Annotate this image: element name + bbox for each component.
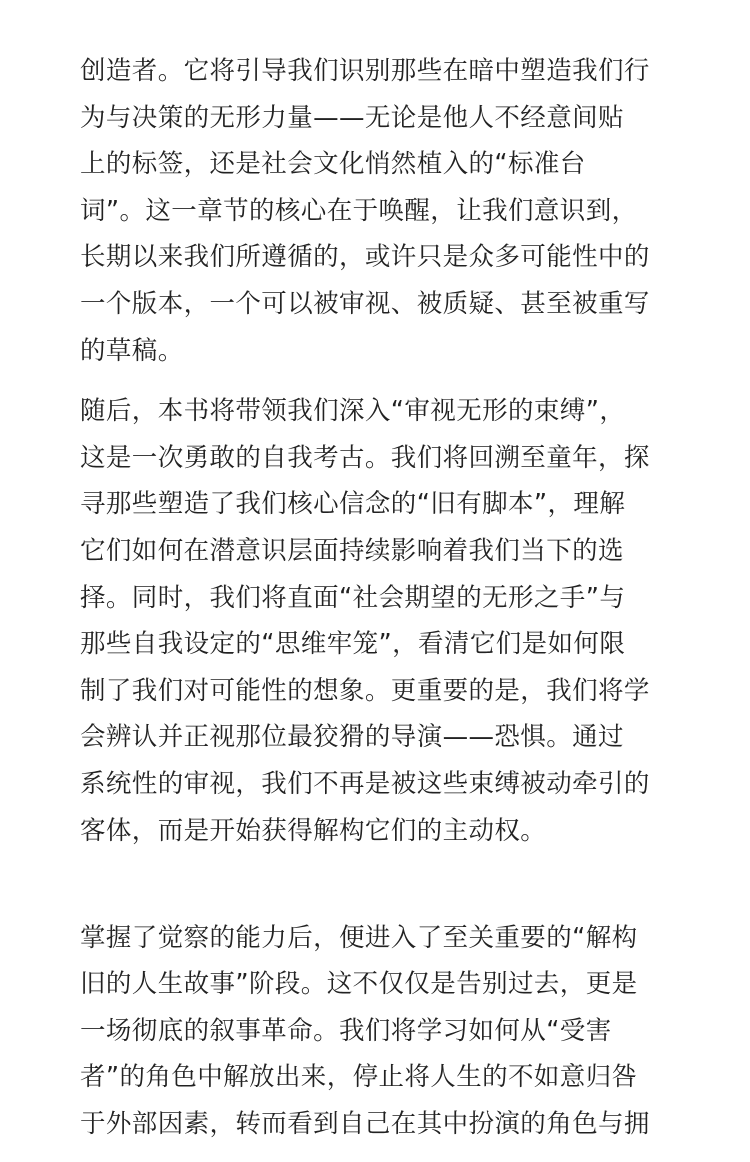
text-line: 创造者。它将引导我们识别那些在暗中塑造我们行	[80, 56, 650, 86]
text-line: 上的标签，还是社会文化悄然植入的“标准台	[80, 149, 586, 180]
text-line: 它们如何在潜意识层面持续影响着我们当下的选	[80, 535, 624, 566]
text-line: 的草稿。	[80, 335, 184, 366]
text-line: 旧的人生故事”阶段。这不仅仅是告别过去，更是	[80, 969, 638, 1000]
text-line: 制了我们对可能性的想象。更重要的是，我们将学	[80, 675, 650, 706]
text-line: 一个版本，一个可以被审视、被质疑、甚至被重写	[80, 288, 650, 319]
text-line: 者”的角色中解放出来，停止将人生的不如意归咎	[80, 1062, 638, 1093]
text-line: 系统性的审视，我们不再是被这些束缚被动牵引的	[80, 768, 650, 799]
text-line: 那些自我设定的“思维牢笼”，看清它们是如何限	[80, 629, 626, 660]
text-line: 长期以来我们所遵循的，或许只是众多可能性中的	[80, 242, 650, 273]
text-line: 随后，本书将带领我们深入“审视无形的束缚”，	[80, 396, 626, 427]
paragraph-2	[80, 388, 680, 901]
text-line: 客体，而是开始获得解构它们的主动权。	[80, 815, 547, 846]
paragraph-3	[80, 915, 680, 1148]
text-line: 择。同时，我们将直面“社会期望的无形之手”与	[80, 582, 626, 613]
text-line: 词”。这一章节的核心在于唤醒，让我们意识到，	[80, 195, 638, 226]
document-page	[80, 48, 680, 1162]
paragraph-1	[80, 48, 680, 374]
text-line: 这是一次勇敢的自我考古。我们将回溯至童年，探	[80, 442, 650, 473]
text-line: 一场彻底的叙事革命。我们将学习如何从“受害	[80, 1015, 612, 1046]
text-line: 会辨认并正视那位最狡猾的导演——恐惧。通过	[80, 722, 624, 753]
text-line: 寻那些塑造了我们核心信念的“旧有脚本”，理解	[80, 489, 626, 520]
text-line: 掌握了觉察的能力后，便进入了至关重要的“解构	[80, 922, 638, 953]
text-line	[80, 854, 680, 901]
text-line: 为与决策的无形力量——无论是他人不经意间贴	[80, 102, 624, 133]
text-line: 于外部因素，转而看到自己在其中扮演的角色与拥	[80, 1109, 650, 1140]
